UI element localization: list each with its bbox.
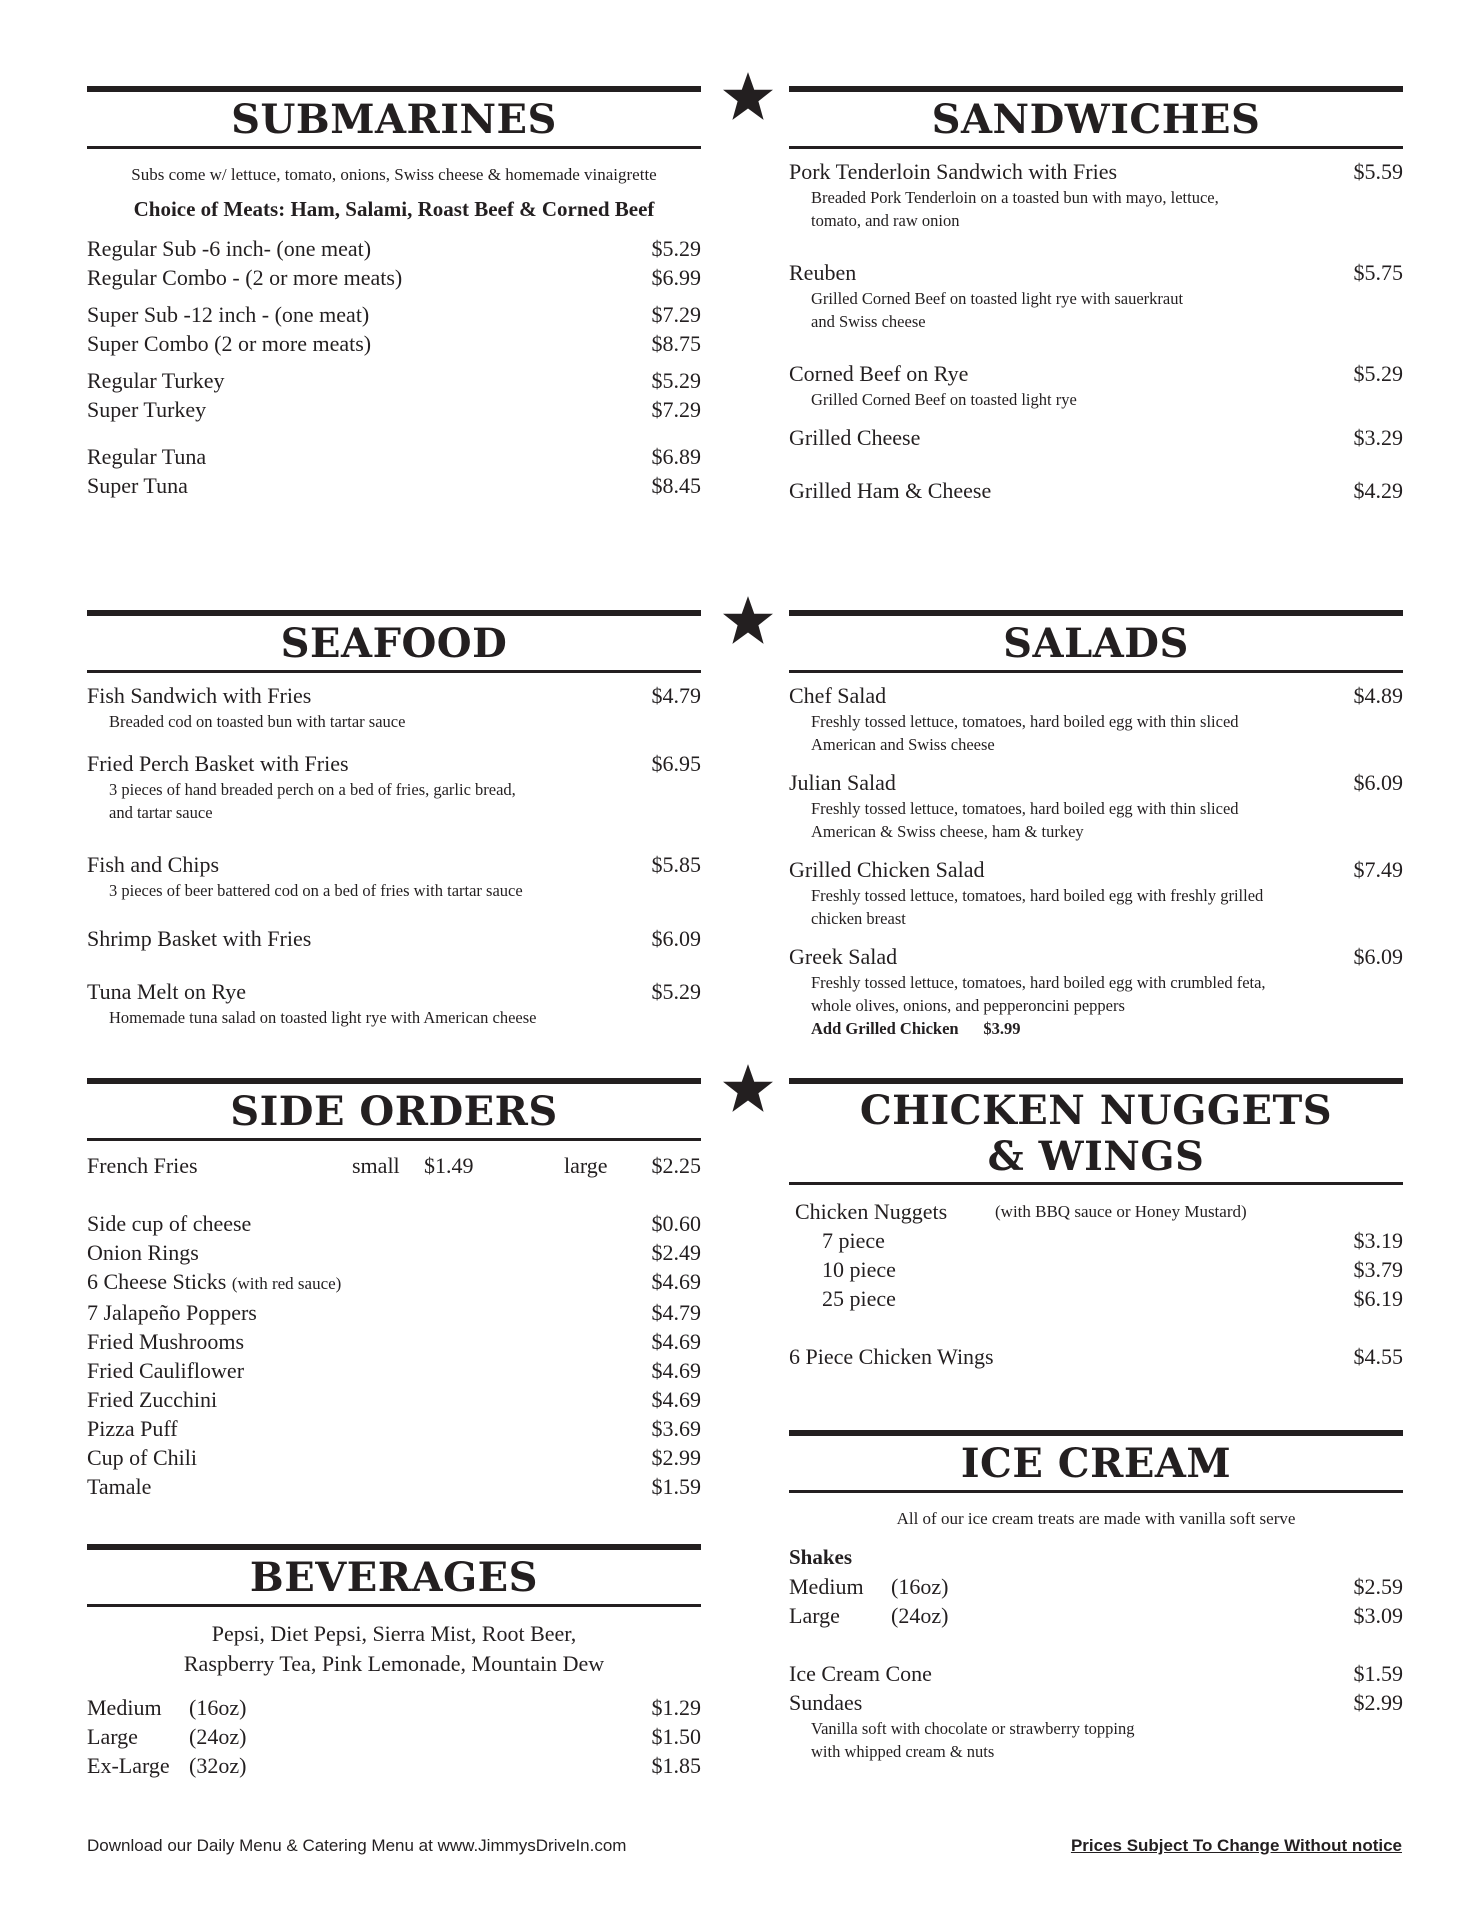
item-name: [87, 1472, 151, 1501]
salad-addon: Add Grilled Chicken $3.99: [811, 1019, 1021, 1038]
item-name: [87, 1385, 217, 1414]
item-price: $3.09: [1353, 1603, 1403, 1628]
desc-line: tomato, and raw onion: [811, 211, 960, 230]
submarines-section: [87, 86, 701, 500]
item-name: Chicken Nuggets: [795, 1199, 948, 1224]
menu-group: [87, 366, 701, 424]
item-size: (24oz): [189, 1724, 247, 1749]
item-label: [87, 1693, 246, 1722]
menu-row: [789, 855, 1403, 884]
item-name: Fish and Chips: [87, 852, 220, 877]
sundaes-row: [789, 1688, 1403, 1717]
menu-row: [789, 1255, 1403, 1284]
item-price: $5.85: [651, 852, 701, 877]
meats-note: Choice of Meats: Ham, Salami, Roast Beef & Corned Beef: [133, 197, 655, 221]
menu-row: [87, 1267, 701, 1298]
sandwiches-list: [789, 157, 1403, 505]
item-name: Fried Perch Basket with Fries: [87, 751, 349, 776]
star-icon: [722, 1062, 774, 1114]
desc-line: Breaded cod on toasted bun with tartar sauce: [109, 712, 406, 731]
item-name: [87, 1356, 244, 1385]
desc-line: Freshly tossed lettuce, tomatoes, hard boiled egg with thin sliced: [811, 799, 1239, 818]
nuggets-title: & WINGS: [987, 1133, 1205, 1180]
menu-item: [87, 681, 701, 733]
item-name: Super Turkey: [87, 397, 207, 422]
item-price: $5.29: [651, 979, 701, 1004]
item-note: (with red sauce): [231, 1274, 342, 1293]
menu-item: [789, 423, 1403, 452]
ice-cream-note: All of our ice cream treats are made with vanilla soft serve: [896, 1509, 1296, 1528]
menu-row: [87, 1298, 701, 1327]
menu-row: [87, 1722, 701, 1751]
item-name: Ex-Large: [87, 1753, 170, 1778]
beverages-title: BEVERAGES: [249, 1554, 539, 1601]
menu-row: [789, 423, 1403, 452]
menu-item: [87, 749, 701, 824]
item-price: $5.29: [1353, 361, 1403, 386]
menu-group: [87, 234, 701, 292]
item-price: $6.19: [1353, 1286, 1403, 1311]
item-price: $3.69: [651, 1416, 701, 1441]
item-name: Sundaes: [789, 1690, 863, 1715]
item-name: Fish Sandwich with Fries: [87, 683, 312, 708]
menu-item: [87, 977, 701, 1029]
menu-row: [87, 681, 701, 710]
item-price: $6.09: [651, 926, 701, 951]
item-desc: [87, 778, 701, 824]
menu-item: [789, 768, 1403, 843]
menu-row: [87, 1472, 701, 1501]
item-name: Chef Salad: [789, 683, 887, 708]
item-price: $5.59: [1353, 159, 1403, 184]
item-size: (16oz): [189, 1695, 247, 1720]
item-name: [87, 1298, 257, 1327]
desc-line: Grilled Corned Beef on toasted light rye: [811, 390, 1077, 409]
menu-row: [87, 471, 701, 500]
item-price: $4.69: [651, 1329, 701, 1354]
item-name: Super Tuna: [87, 473, 188, 498]
menu-row: [87, 395, 701, 424]
item-price: $6.09: [1353, 770, 1403, 795]
desc-line: 3 pieces of hand breaded perch on a bed of fries, garlic bread,: [109, 780, 516, 799]
item-name: 6 Piece Chicken Wings: [789, 1344, 994, 1369]
item-name: Shrimp Basket with Fries: [87, 926, 312, 951]
menu-group: [87, 300, 701, 358]
section-heading: [87, 1078, 701, 1141]
desc-line: American and Swiss cheese: [811, 735, 995, 754]
item-name: 10 piece: [822, 1257, 896, 1282]
star-icon: [722, 70, 774, 122]
shakes-label: Shakes: [789, 1545, 853, 1569]
item-price: $2.59: [1353, 1574, 1403, 1599]
sundae-desc: [789, 1717, 1403, 1763]
item-price: $1.29: [651, 1695, 701, 1720]
item-price: $4.69: [651, 1358, 701, 1383]
item-name: Grilled Cheese: [789, 425, 921, 450]
menu-row: [87, 1327, 701, 1356]
desc-line: Grilled Corned Beef on toasted light rye with sauerkraut: [811, 289, 1184, 308]
desc-line: Freshly tossed lettuce, tomatoes, hard boiled egg with freshly grilled: [811, 886, 1264, 905]
item-price: $2.99: [651, 1445, 701, 1470]
item-desc: [789, 388, 1403, 411]
item-name: Corned Beef on Rye: [789, 361, 969, 386]
shake-sizes: [789, 1572, 1403, 1630]
item-price: $5.29: [651, 368, 701, 393]
seafood-list: [87, 681, 701, 1029]
item-name: [87, 1414, 178, 1443]
submarines-list: [87, 234, 701, 500]
item-price: $4.55: [1353, 1344, 1403, 1369]
salads-section: [789, 610, 1403, 1040]
star-icon: [722, 594, 774, 646]
item-price: $8.75: [651, 331, 701, 356]
beverage-sizes: [87, 1693, 701, 1780]
section-heading: [87, 86, 701, 149]
item-price: $2.49: [651, 1240, 701, 1265]
desc-line: with whipped cream & nuts: [811, 1742, 995, 1761]
item-price: $6.89: [651, 444, 701, 469]
item-price: $6.09: [1353, 944, 1403, 969]
item-name-text: 7 Jalapeño Poppers: [87, 1300, 257, 1325]
item-desc: [789, 797, 1403, 843]
beverage-list-line: Raspberry Tea, Pink Lemonade, Mountain Dew: [183, 1651, 605, 1676]
menu-row: [87, 1356, 701, 1385]
menu-row: [87, 329, 701, 358]
menu-item: [789, 476, 1403, 505]
seafood-section: [87, 610, 701, 1029]
nugget-sizes: [789, 1226, 1403, 1313]
item-label: [87, 1751, 246, 1780]
item-desc: [789, 884, 1403, 930]
item-price: $3.19: [1353, 1228, 1403, 1253]
item-name: [87, 1238, 199, 1267]
item-name: Grilled Chicken Salad: [789, 857, 985, 882]
menu-row: [789, 1601, 1403, 1630]
salads-list: [789, 681, 1403, 1017]
item-name: 25 piece: [822, 1286, 896, 1311]
item-desc: [87, 879, 701, 902]
menu-row: [87, 1414, 701, 1443]
item-price: $1.50: [651, 1724, 701, 1749]
item-desc: [87, 710, 701, 733]
menu-row: [87, 442, 701, 471]
menu-row: [789, 942, 1403, 971]
section-heading: [789, 86, 1403, 149]
menu-row: [87, 1385, 701, 1414]
section-heading: [87, 610, 701, 673]
submarines-note: Subs come w/ lettuce, tomato, onions, Swiss cheese & homemade vinaigrette: [131, 165, 657, 184]
menu-row: [87, 1209, 701, 1238]
menu-row: [789, 768, 1403, 797]
desc-line: chicken breast: [811, 909, 906, 928]
item-price: $6.99: [651, 265, 701, 290]
item-price: $1.49: [424, 1153, 474, 1178]
desc-line: whole olives, onions, and pepperoncini peppers: [811, 996, 1125, 1015]
menu-row: [87, 1693, 701, 1722]
menu-row: [87, 850, 701, 879]
item-price: $4.69: [651, 1387, 701, 1412]
item-price: $2.25: [651, 1153, 701, 1178]
menu-item: [789, 258, 1403, 333]
item-name-text: 6 Cheese Sticks: [87, 1269, 227, 1294]
beverages-section: [87, 1544, 701, 1780]
menu-item: [789, 855, 1403, 930]
menu-item: [789, 942, 1403, 1017]
item-price: $6.95: [651, 751, 701, 776]
ice-cream-title: ICE CREAM: [960, 1440, 1232, 1487]
item-name: Julian Salad: [789, 770, 896, 795]
menu-row: [789, 1572, 1403, 1601]
item-price: $1.85: [651, 1753, 701, 1778]
item-price: $7.29: [651, 397, 701, 422]
desc-line: Vanilla soft with chocolate or strawberry topping: [811, 1719, 1135, 1738]
item-label: [87, 1722, 246, 1751]
cone-row: [789, 1659, 1403, 1688]
nuggets-title: CHICKEN NUGGETS: [859, 1087, 1333, 1134]
item-name: Greek Salad: [789, 944, 898, 969]
item-name-text: Fried Mushrooms: [87, 1329, 245, 1354]
footer-download-note: Download our Daily Menu & Catering Menu at www.JimmysDriveIn.com: [87, 1836, 627, 1855]
item-desc: [789, 971, 1403, 1017]
desc-line: 3 pieces of beer battered cod on a bed of fries with tartar sauce: [109, 881, 523, 900]
item-price: $0.60: [651, 1211, 701, 1236]
item-price: $5.29: [651, 236, 701, 261]
menu-row: [87, 924, 701, 953]
item-price: $4.29: [1353, 478, 1403, 503]
menu-row: [87, 300, 701, 329]
item-name: Large: [789, 1603, 840, 1628]
item-desc: [87, 1006, 701, 1029]
salads-title: SALADS: [1003, 620, 1189, 667]
item-name: Regular Sub -6 inch- (one meat): [87, 236, 372, 261]
item-name: Tuna Melt on Rye: [87, 979, 247, 1004]
item-name: Ice Cream Cone: [789, 1661, 932, 1686]
item-name: [87, 1443, 197, 1472]
item-name-text: Fried Zucchini: [87, 1387, 218, 1412]
item-size: (32oz): [189, 1753, 247, 1778]
nuggets-row: [789, 1197, 1403, 1226]
item-name: Grilled Ham & Cheese: [789, 478, 992, 503]
menu-row: [789, 359, 1403, 388]
side-orders-list: [87, 1209, 701, 1501]
item-size: (16oz): [891, 1574, 949, 1599]
menu-row: [789, 1226, 1403, 1255]
menu-row: [789, 157, 1403, 186]
item-name: Pork Tenderloin Sandwich with Fries: [789, 159, 1118, 184]
item-desc: [789, 710, 1403, 756]
section-heading: [789, 1430, 1403, 1493]
item-price: $4.89: [1353, 683, 1403, 708]
wings-row: [789, 1342, 1403, 1371]
menu-row: [789, 681, 1403, 710]
item-name: Regular Turkey: [87, 368, 225, 393]
item-name: Large: [87, 1724, 138, 1749]
beverage-list: [87, 1619, 701, 1679]
size-label: small: [352, 1153, 400, 1178]
item-price: $4.69: [651, 1269, 701, 1294]
item-note: (with BBQ sauce or Honey Mustard): [995, 1202, 1247, 1221]
nuggets-section: [789, 1078, 1403, 1371]
size-label: large: [564, 1153, 608, 1178]
seafood-title: SEAFOOD: [280, 620, 508, 667]
item-name-text: Side cup of cheese: [87, 1211, 252, 1236]
item-name: Medium: [87, 1695, 162, 1720]
item-label: [789, 1601, 948, 1630]
menu-item: [789, 359, 1403, 411]
side-orders-section: [87, 1078, 701, 1501]
desc-line: Homemade tuna salad on toasted light rye with American cheese: [109, 1008, 537, 1027]
item-name-text: Onion Rings: [87, 1240, 199, 1265]
menu-row: [87, 234, 701, 263]
item-price: $3.79: [1353, 1257, 1403, 1282]
item-price: $8.45: [651, 473, 701, 498]
item-name: Super Sub -12 inch - (one meat): [87, 302, 370, 327]
item-price: $3.29: [1353, 425, 1403, 450]
ice-cream-section: [789, 1430, 1403, 1763]
item-name: Regular Combo - (2 or more meats): [87, 265, 403, 290]
sandwiches-section: [789, 86, 1403, 505]
item-desc: [789, 287, 1403, 333]
item-price: $4.79: [651, 683, 701, 708]
sandwiches-title: SANDWICHES: [931, 96, 1261, 143]
item-name: 7 piece: [822, 1228, 885, 1253]
item-name: [87, 1267, 341, 1298]
item-price: $5.75: [1353, 260, 1403, 285]
beverage-list-line: Pepsi, Diet Pepsi, Sierra Mist, Root Beer,: [211, 1621, 577, 1646]
desc-line: Breaded Pork Tenderloin on a toasted bun with mayo, lettuce,: [811, 188, 1219, 207]
menu-row: [789, 476, 1403, 505]
section-heading: [789, 1078, 1403, 1185]
item-price: $4.79: [651, 1300, 701, 1325]
menu-item: [87, 850, 701, 902]
item-name-text: Tamale: [87, 1474, 152, 1499]
menu-row: [87, 1443, 701, 1472]
item-price: $1.59: [651, 1474, 701, 1499]
section-heading: [87, 1544, 701, 1607]
section-heading: [789, 610, 1403, 673]
item-name: Regular Tuna: [87, 444, 207, 469]
submarines-title: SUBMARINES: [231, 96, 557, 143]
menu-row: [789, 1284, 1403, 1313]
item-name-text: Pizza Puff: [87, 1416, 178, 1441]
item-name: Medium: [789, 1574, 864, 1599]
desc-line: Freshly tossed lettuce, tomatoes, hard boiled egg with thin sliced: [811, 712, 1239, 731]
item-size: (24oz): [891, 1603, 949, 1628]
item-name-text: Cup of Chili: [87, 1445, 198, 1470]
item-price: $1.59: [1353, 1661, 1403, 1686]
menu-row: [87, 977, 701, 1006]
item-name: Reuben: [789, 260, 857, 285]
item-name-text: Fried Cauliflower: [87, 1358, 245, 1383]
item-desc: [789, 186, 1403, 232]
item-name: Super Combo (2 or more meats): [87, 331, 372, 356]
desc-line: and tartar sauce: [109, 803, 213, 822]
item-price: $7.29: [651, 302, 701, 327]
item-name: [87, 1327, 244, 1356]
item-price: $7.49: [1353, 857, 1403, 882]
menu-item: [789, 681, 1403, 756]
menu-row: [87, 1751, 701, 1780]
footer-prices-note: Prices Subject To Change Without notice: [1070, 1836, 1402, 1855]
desc-line: Freshly tossed lettuce, tomatoes, hard boiled egg with crumbled feta,: [811, 973, 1266, 992]
menu-row: [87, 366, 701, 395]
menu-row: [87, 263, 701, 292]
menu-item: [789, 157, 1403, 232]
side-orders-title: SIDE ORDERS: [230, 1088, 558, 1135]
desc-line: and Swiss cheese: [811, 312, 926, 331]
menu-row: [87, 1238, 701, 1267]
item-name: French Fries: [87, 1153, 198, 1178]
french-fries-row: [87, 1151, 701, 1180]
menu-group: [87, 442, 701, 500]
menu-row: [789, 258, 1403, 287]
desc-line: American & Swiss cheese, ham & turkey: [811, 822, 1084, 841]
menu-item: [87, 924, 701, 953]
item-name: [87, 1209, 251, 1238]
menu-row: [87, 749, 701, 778]
item-label: [789, 1572, 948, 1601]
item-price: $2.99: [1353, 1690, 1403, 1715]
